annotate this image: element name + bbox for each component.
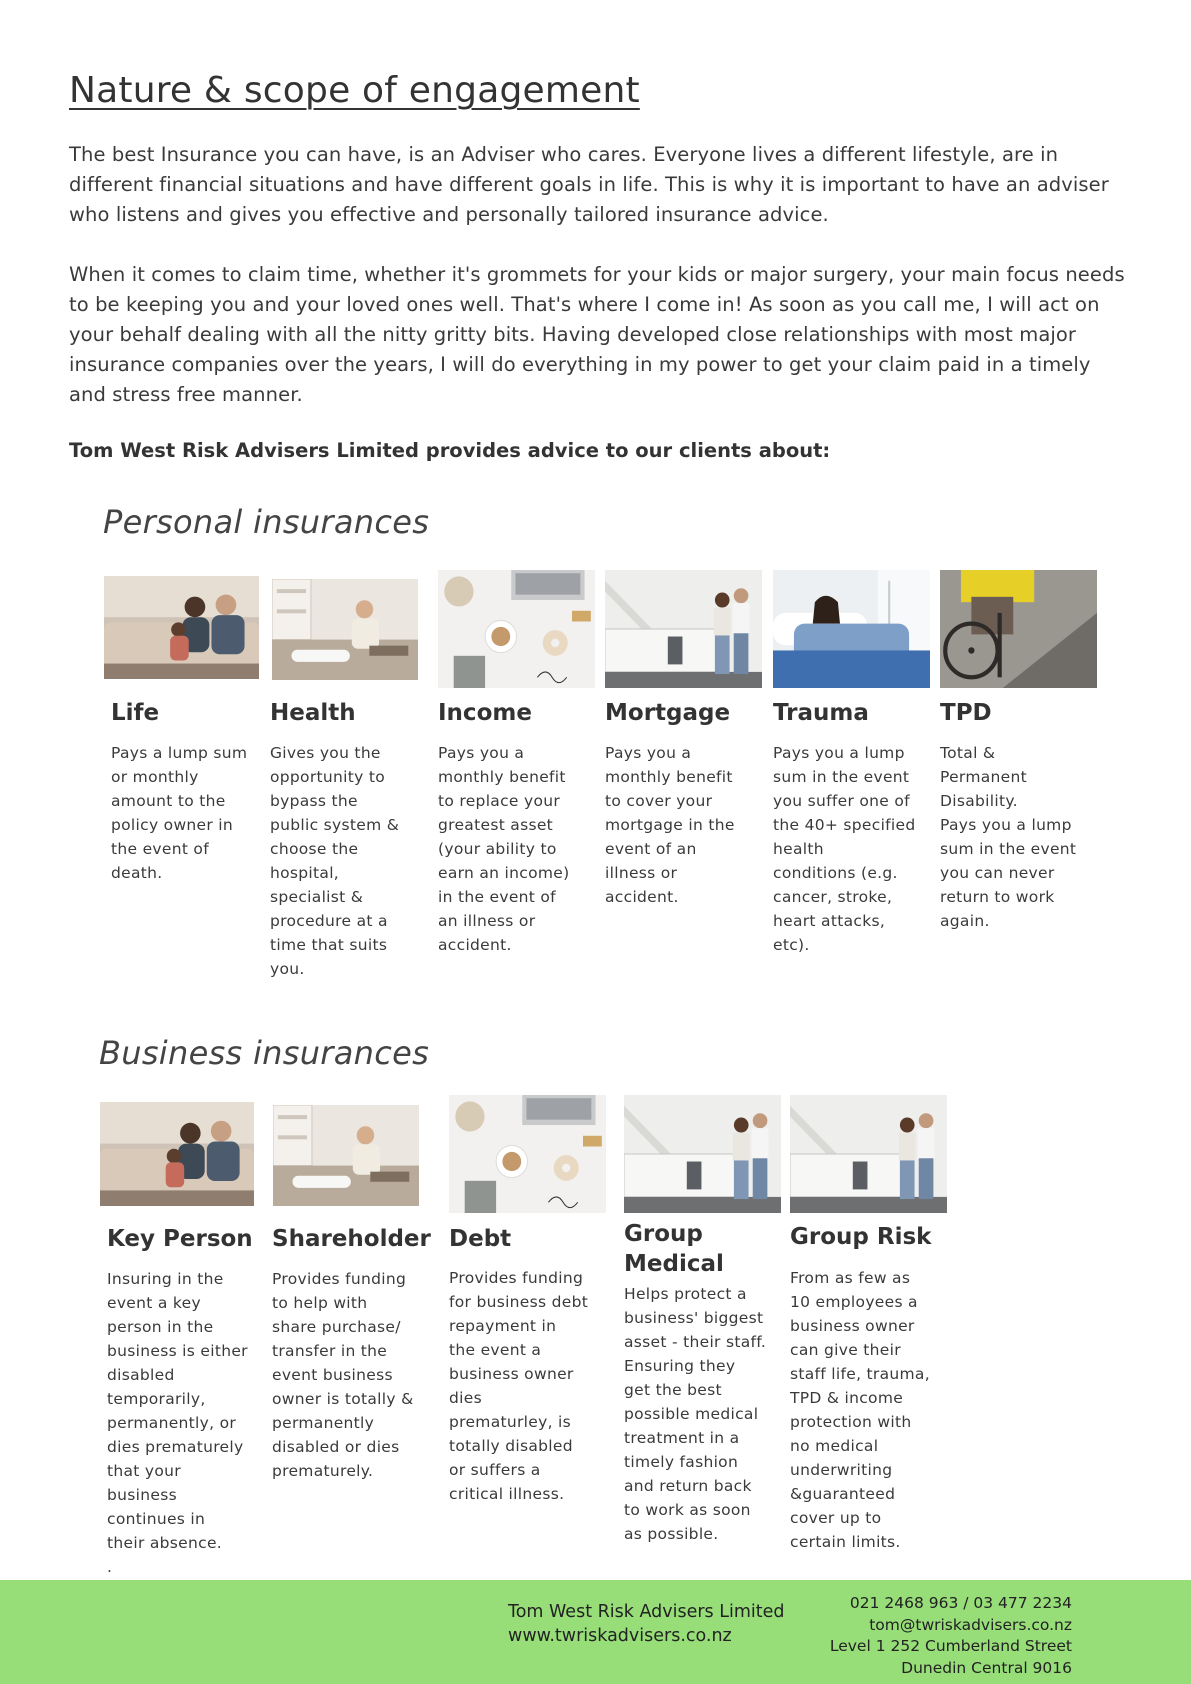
group-medical-photo (624, 1095, 781, 1213)
debt-description: Provides funding for business debt repayment in the event a business owner dies prematurley, is totally disabled or suffers a critical illness. (449, 1269, 589, 1503)
income-title: Income (438, 700, 532, 726)
tpd-description: Total & Permanent Disability. Pays you a lump sum in the event you can never return to work again. (940, 744, 1077, 930)
tpd-title: TPD (940, 700, 992, 726)
tpd-photo (940, 570, 1097, 688)
page-title: Nature & scope of engagement (69, 70, 640, 111)
key-person-description: Insuring in the event a key person in the business is either disabled temporarily, permanently, or dies prematurely that your business continues in their absence. . (107, 1270, 248, 1576)
key-person-photo (100, 1102, 254, 1206)
group-medical-description: Helps protect a business' biggest asset - their staff. Ensuring they get the best possible medical treatment in a timely fashion and return back to work as soon as possible. (624, 1285, 767, 1543)
health-title: Health (270, 700, 356, 726)
shareholder-photo (273, 1105, 419, 1206)
trauma-description: Pays you a lump sum in the event you suffer one of the 40+ specified health conditions (e.g. cancer, stroke, heart attacks, etc). (773, 744, 916, 954)
trauma-photo (773, 570, 930, 688)
life-description: Pays a lump sum or monthly amount to the policy owner in the event of death. (111, 744, 248, 882)
mortgage-description: Pays you a monthly benefit to cover your mortgage in the event of an illness or accident. (605, 744, 735, 906)
health-photo (272, 579, 418, 680)
footer-company-name: Tom West Risk Advisers Limited (508, 1602, 785, 1622)
debt-photo (449, 1095, 606, 1213)
footer-website-link[interactable]: www.twriskadvisers.co.nz (508, 1626, 732, 1646)
business-insurances-heading: Business insurances (99, 1034, 430, 1072)
group-risk-photo (790, 1095, 947, 1213)
personal-insurances-heading: Personal insurances (103, 503, 430, 541)
footer (0, 1580, 1191, 1684)
mortgage-photo (605, 570, 762, 688)
income-description: Pays you a monthly benefit to replace your greatest asset (your ability to earn an income) in the event of an illness or accident. (438, 744, 570, 954)
group-risk-description: From as few as 10 employees a business owner can give their staff life, trauma, TPD & income protection with no medical underwriting &guaranteed cover up to certain limits. (790, 1269, 930, 1551)
footer-company-block (508, 1600, 784, 1648)
footer-address-line-1: Level 1 252 Cumberland Street (829, 1637, 1072, 1655)
group-risk-title: Group Risk (790, 1224, 932, 1250)
footer-contact-block (830, 1593, 1072, 1679)
advice-intro: Tom West Risk Advisers Limited provides advice to our clients about: (69, 439, 831, 462)
life-title: Life (111, 700, 160, 726)
shareholder-description: Provides funding to help with share purchase/ transfer in the event business owner is totally & permanently disabled or dies prematurely. (272, 1270, 414, 1480)
intro-paragraph-2: When it comes to claim time, whether it's grommets for your kids or major surgery, your main focus needs to be keeping you and your loved ones well. That's where I come in! As soon as you call me, I will act on your behalf dealing with all the nitty gritty bits. Having developed close relationships with most major insurance companies over the years, I will do everything in my power to get your claim paid in a timely and stress free manner. (69, 263, 1125, 406)
footer-phone[interactable]: 021 2468 963 / 03 477 2234 (849, 1594, 1072, 1612)
footer-address-line-2: Dunedin Central 9016 (901, 1658, 1072, 1677)
mortgage-title: Mortgage (605, 700, 731, 726)
life-photo (104, 576, 259, 679)
debt-title: Debt (449, 1226, 512, 1252)
intro-paragraph-1: The best Insurance you can have, is an Adviser who cares. Everyone lives a different lifestyle, are in different financial situations and have different goals in life. This is why it is important to have an adviser who listens and gives you effective and personally tailored insurance advice. (69, 143, 1109, 226)
income-photo (438, 570, 595, 688)
shareholder-title: Shareholder (272, 1226, 431, 1252)
key-person-title: Key Person (107, 1226, 253, 1252)
trauma-title: Trauma (773, 700, 869, 726)
health-description: Gives you the opportunity to bypass the public system & choose the hospital, specialist & procedure at a time that suits you. (270, 744, 400, 978)
footer-email-link[interactable]: tom@twriskadvisers.co.nz (869, 1615, 1072, 1634)
group-medical-title: Group Medical (624, 1221, 724, 1277)
